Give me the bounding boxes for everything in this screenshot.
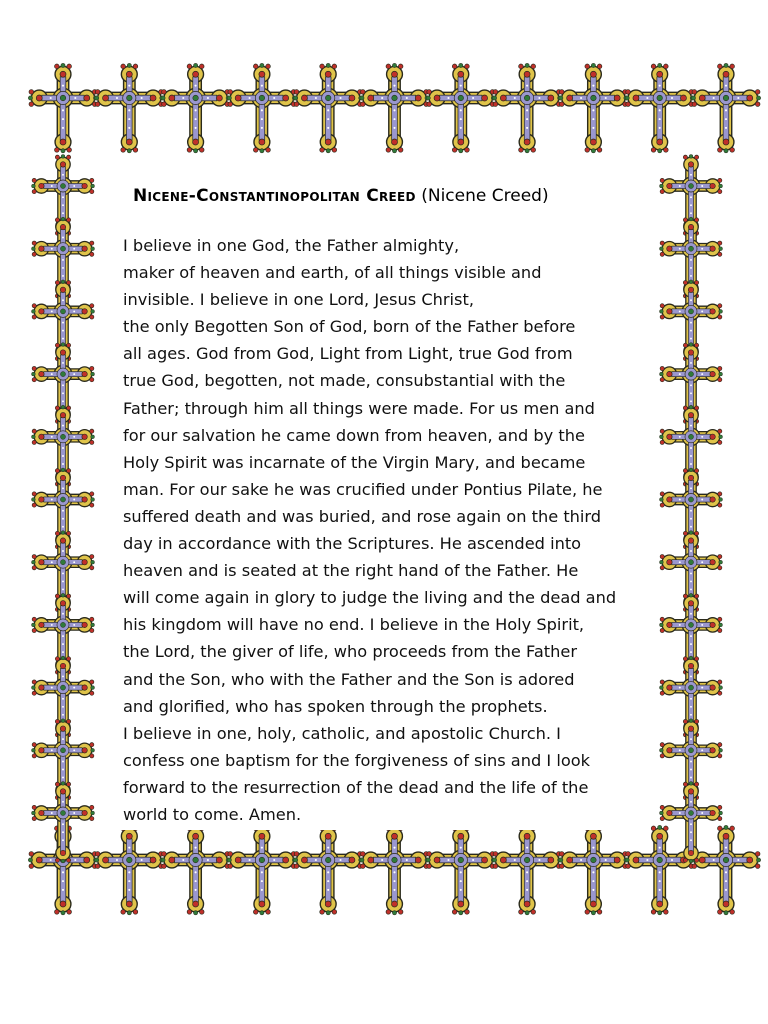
- creed-line: man. For our sake he was crucified under Pontius Pilate, he: [123, 479, 603, 499]
- creed-line: forward to the resurrection of the dead and the life of the: [123, 777, 589, 797]
- ornate-cross-icon: [426, 825, 495, 915]
- title-parenthetical: (Nicene Creed): [421, 186, 549, 206]
- ornate-cross-icon: [294, 825, 363, 915]
- ornate-cross-icon: [95, 825, 164, 915]
- ornate-cross-icon: [559, 63, 628, 153]
- creed-line: his kingdom will have no end. I believe in the Holy Spirit,: [123, 615, 585, 635]
- ornate-cross-icon: [28, 63, 97, 153]
- creed-line: invisible. I believe in one Lord, Jesus Christ,: [123, 290, 474, 310]
- ornate-cross-icon: [95, 63, 164, 153]
- creed-line: the Lord, the giver of life, who proceeds from the Father: [123, 642, 577, 662]
- ornate-cross-icon: [426, 63, 495, 153]
- ornate-cross-icon: [659, 781, 722, 862]
- creed-line: day in accordance with the Scriptures. He ascended into: [123, 534, 582, 554]
- ornate-cross-icon: [360, 63, 429, 153]
- creed-line: for our salvation he came down from heaven, and by the: [123, 425, 585, 445]
- ornate-cross-icon: [492, 63, 561, 153]
- ornate-cross-icon: [691, 825, 760, 915]
- creed-line: suffered death and was buried, and rose again on the third: [123, 506, 602, 526]
- creed-line: I believe in one God, the Father almighty,: [123, 236, 460, 255]
- creed-line: all ages. God from God, Light from Light, true God from: [123, 344, 573, 364]
- creed-line: and glorified, who has spoken through the prophets.: [123, 696, 548, 716]
- ornate-cross-icon: [227, 63, 296, 153]
- ornate-cross-icon: [161, 825, 230, 915]
- creed-line: Holy Spirit was incarnate of the Virgin Mary, and became: [123, 452, 586, 472]
- creed-line: I believe in one, holy, catholic, and apostolic Church. I: [123, 723, 561, 743]
- ornate-cross-icon: [559, 825, 628, 915]
- ornate-cross-icon: [625, 63, 694, 153]
- creed-line: true God, begotten, not made, consubstantial with the: [123, 371, 566, 391]
- ornate-cross-icon: [625, 825, 694, 915]
- ornate-cross-icon: [360, 825, 429, 915]
- ornate-cross-icon: [227, 825, 296, 915]
- creed-line: the only Begotten Son of God, born of the Father before: [123, 317, 576, 337]
- creed-line: Father; through him all things were made. For us men and: [123, 398, 595, 418]
- document-title: [133, 186, 653, 206]
- creed-text: [123, 232, 653, 828]
- creed-line: heaven and is seated at the right hand of the Father. He: [123, 561, 579, 581]
- creed-line: and the Son, who with the Father and the Son is adored: [123, 669, 575, 689]
- ornate-cross-icon: [161, 63, 230, 153]
- creed-line: confess one baptism for the forgiveness of sins and I look: [123, 750, 591, 770]
- title-main: Nicene-Constantinopolitan Creed: [133, 186, 416, 206]
- creed-line: maker of heaven and earth, of all things visible and: [123, 263, 542, 283]
- ornate-cross-icon: [294, 63, 363, 153]
- ornate-cross-icon: [691, 63, 760, 153]
- creed-line: will come again in glory to judge the living and the dead and: [123, 588, 617, 608]
- creed-line: world to come. Amen.: [123, 804, 302, 824]
- ornate-cross-icon: [31, 781, 94, 862]
- ornate-cross-icon: [492, 825, 561, 915]
